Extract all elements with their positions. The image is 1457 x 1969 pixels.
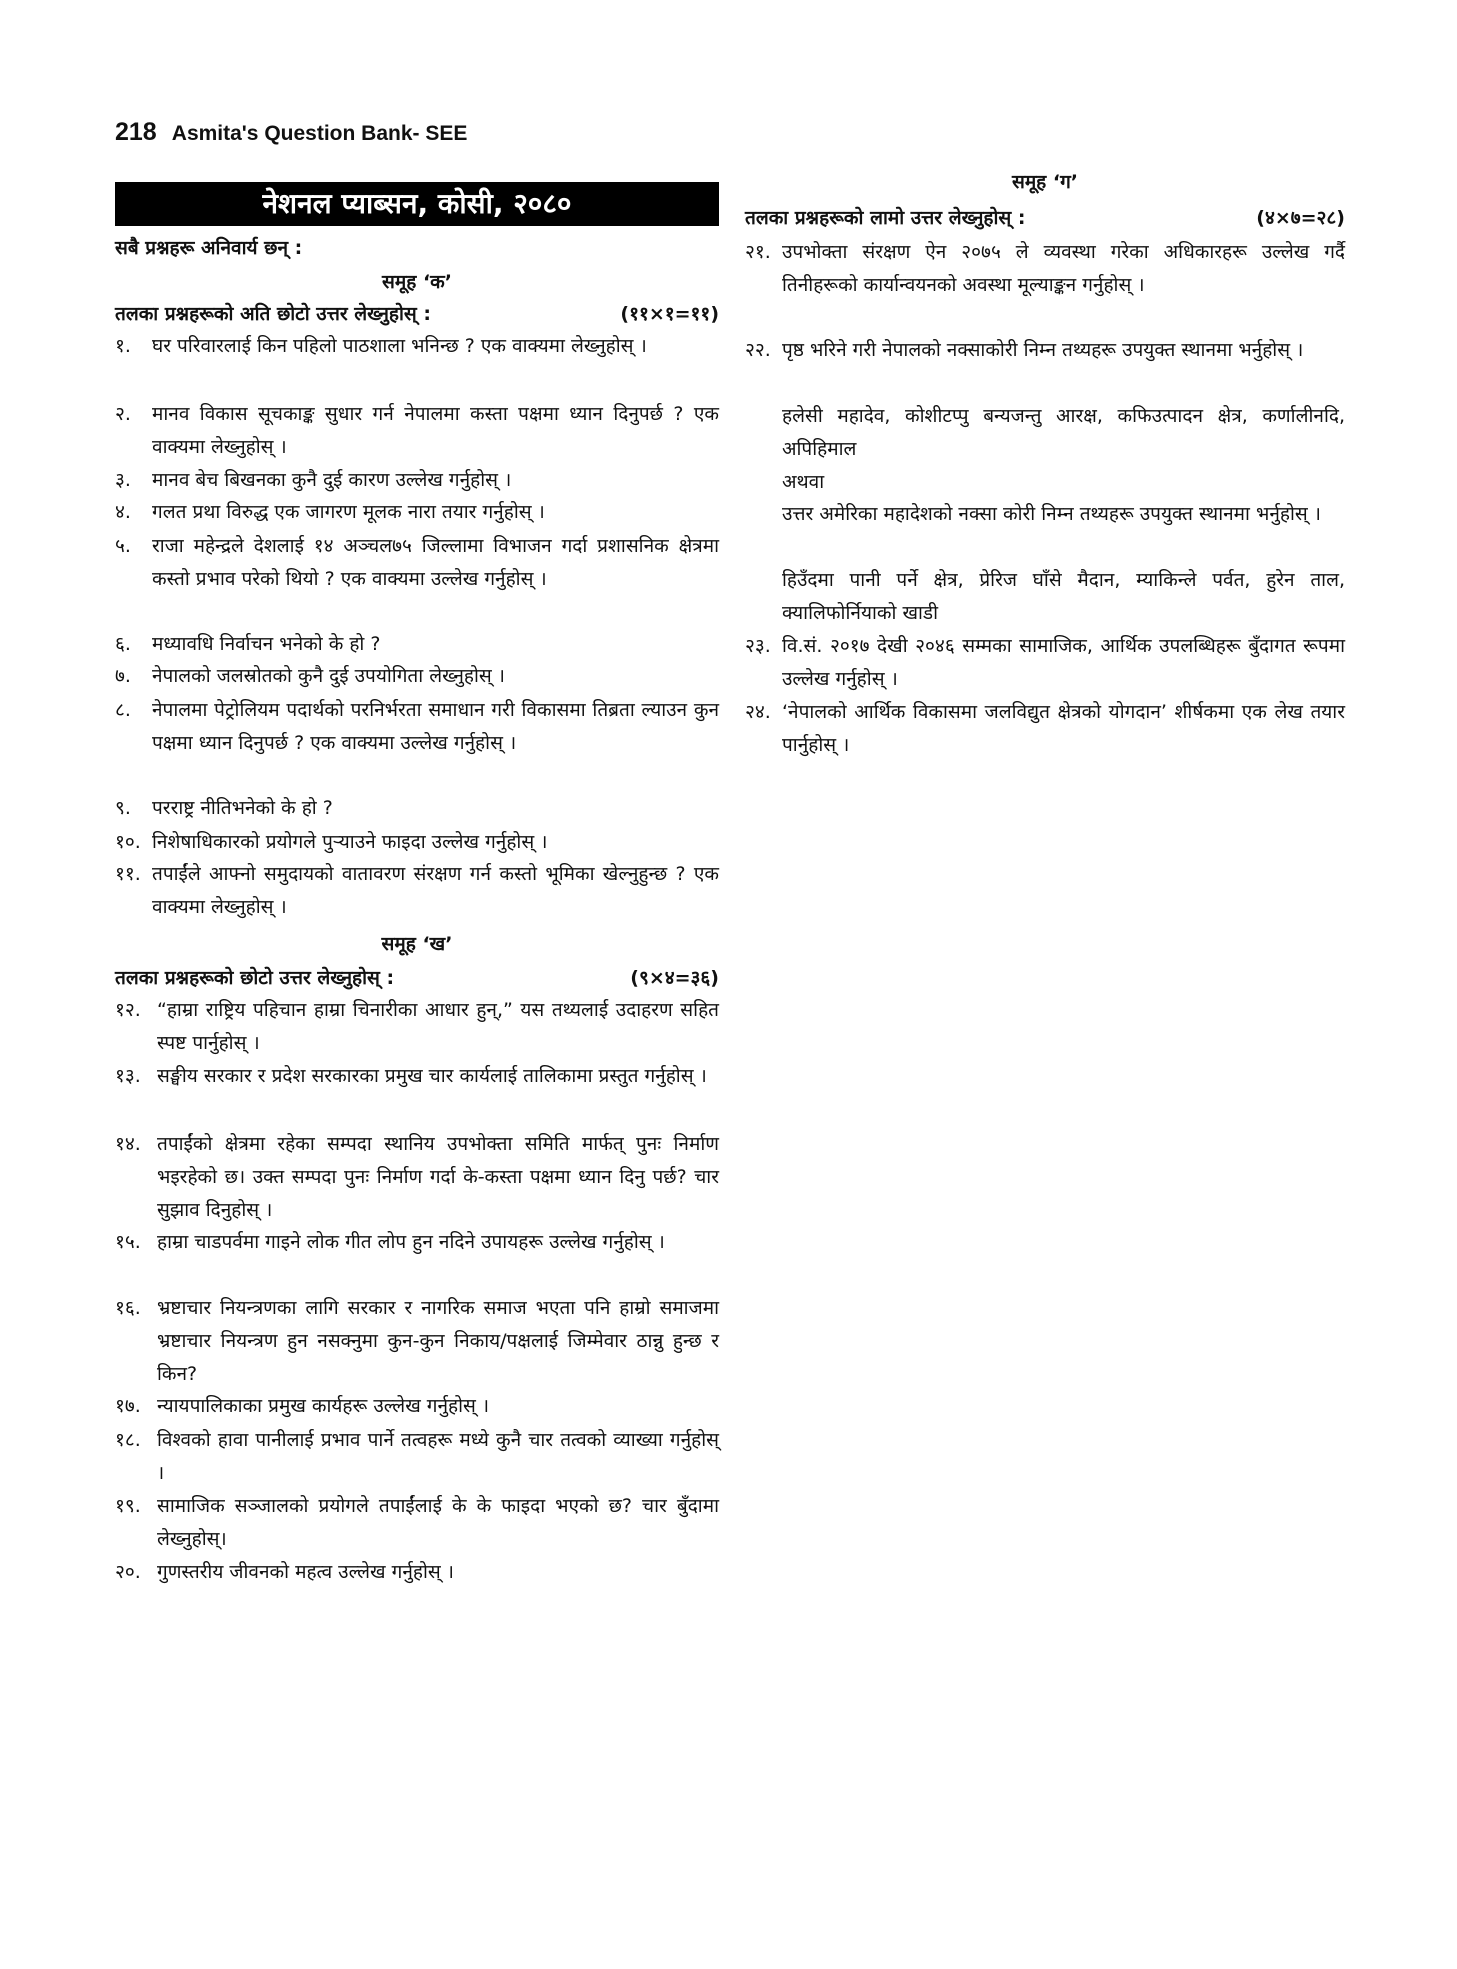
question-number: २४. [745,701,771,723]
or-separator: अथवा [782,471,825,493]
exam-title: नेशनल प्याब्सन, कोसी, २०८० [115,182,719,226]
question-24 [745,696,1345,762]
question-20 [115,1556,719,1589]
all-compulsory-note: सबै प्रश्नहरू अनिवार्य छन् : [115,237,303,259]
question-number: १२. [115,999,141,1021]
question-10 [115,826,719,859]
question-text: ‘नेपालको आर्थिक विकासमा जलविद्युत क्षेत्रको योगदान’ शीर्षकमा एक लेख तयार पार्नुहोस् । [782,701,1345,756]
question-22 [745,334,1345,367]
question-number: २३. [745,635,771,657]
question-number: ७. [115,665,131,687]
book-title: Asmita's Question Bank- SEE [171,122,468,145]
question-number: ८. [115,699,131,721]
question-17 [115,1390,719,1423]
question-number: २२. [745,339,771,361]
alt-question-text: उत्तर अमेरिका महादेशको नक्सा कोरी निम्न तथ्यहरू उपयुक्त स्थानमा भर्नुहोस् । [782,503,1321,525]
question-text: तपाईंको क्षेत्रमा रहेका सम्पदा स्थानिय उपभोक्ता समिति मार्फत् पुनः निर्माण भइरहेको छ। उक्त सम्पदा पुनः निर्माण गर्दा के-कस्ता पक्षमा ध्यान दिनु पर्छ? चार सुझाव दिनुहोस् । [157,1133,719,1221]
question-number: १५. [115,1231,141,1253]
question-text: परराष्ट्र नीतिभनेको के हो ? [152,797,333,819]
question-18 [115,1424,719,1490]
question-text: राजा महेन्द्रले देशलाई १४ अञ्चल७५ जिल्लामा विभाजन गर्दा प्रशासनिक क्षेत्रमा कस्तो प्रभाव परेको थियो ? एक वाक्यमा उल्लेख गर्नुहोस् । [152,535,719,590]
question-text: गलत प्रथा विरुद्ध एक जागरण मूलक नारा तयार गर्नुहोस् । [152,501,545,523]
question-text: तपाईंले आफ्नो समुदायको वातावरण संरक्षण गर्न कस्तो भूमिका खेल्नुहुन्छ ? एक वाक्यमा लेख्नुहोस् । [152,863,719,918]
question-text: नेपालको जलस्रोतको कुनै दुई उपयोगिता लेख्नुहोस् । [152,665,505,687]
group-a-marks: (११×१=११) [620,303,719,325]
question-number: ११. [115,863,141,885]
group-b-marks: (९×४=३६) [630,967,719,989]
group-b-instruction: तलका प्रश्नहरूको छोटो उत्तर लेख्नुहोस् : [115,967,395,989]
question-number: ३. [115,469,131,491]
question-number: ४. [115,501,131,523]
question-text: निशेषाधिकारको प्रयोगले पुऱ्याउने फाइदा उल्लेख गर्नुहोस् । [152,831,548,853]
group-a-heading: समूह ‘क’ [382,271,452,293]
group-c-instruction-row [745,204,1345,230]
question-text: “हाम्रा राष्ट्रिय पहिचान हाम्रा चिनारीका आधार हुन्,” यस तथ्यलाई उदाहरण सहित स्पष्ट पार्नुहोस् । [157,999,719,1054]
question-number: १८. [115,1429,141,1451]
question-16 [115,1292,719,1391]
question-text: सङ्घीय सरकार र प्रदेश सरकारका प्रमुख चार कार्यलाई तालिकामा प्रस्तुत गर्नुहोस् । [157,1065,707,1087]
question-number: ९. [115,797,131,819]
question-11 [115,858,719,924]
nepal-map-facts: हलेसी महादेव, कोशीटप्पु बन्यजन्तु आरक्ष, कफिउत्पादन क्षेत्र, कर्णालीनदि, अपिहिमाल [782,405,1345,460]
question-text: भ्रष्टाचार नियन्त्रणका लागि सरकार र नागरिक समाज भएता पनि हाम्रो समाजमा भ्रष्टाचार नियन्त्रण हुन नसक्नुमा कुन-कुन निकाय/पक्षलाई जिम्मेवार ठान्नु हुन्छ र किन? [157,1297,719,1385]
question-6 [115,628,719,661]
group-c-instruction: तलका प्रश्नहरूको लामो उत्तर लेख्नुहोस् : [745,207,1026,229]
group-c-heading: समूह ‘ग’ [1011,171,1079,193]
question-4 [115,496,719,529]
question-number: १४. [115,1133,141,1155]
question-19 [115,1490,719,1556]
question-text: मध्यावधि निर्वाचन भनेको के हो ? [152,633,381,655]
question-number: १०. [115,831,141,853]
question-number: १७. [115,1395,141,1417]
page-number: 218 [115,118,157,146]
question-text: नेपालमा पेट्रोलियम पदार्थको परनिर्भरता समाधान गरी विकासमा तिब्रता ल्याउन कुन पक्षमा ध्यान दिनुपर्छ ? एक वाक्यमा उल्लेख गर्नुहोस् । [152,699,719,754]
question-2 [115,398,719,464]
question-number: ५. [115,535,131,557]
question-14 [115,1128,719,1227]
question-7 [115,660,719,693]
north-america-map-facts: हिउँदमा पानी पर्ने क्षेत्र, प्रेरिज घाँसे मैदान, म्याकिन्ले पर्वत, हुरेन ताल, क्यालिफोर्नियाको खाडी [782,569,1345,624]
group-b-instruction-row [115,964,719,990]
question-number: ६. [115,633,131,655]
page-header [115,118,467,147]
question-13 [115,1060,719,1093]
question-number: १९. [115,1495,141,1517]
question-text: सामाजिक सञ्जालको प्रयोगले तपाईंलाई के के फाइदा भएको छ? चार बुँदामा लेख्नुहोस्। [157,1495,719,1550]
question-text: घर परिवारलाई किन पहिलो पाठशाला भनिन्छ ? एक वाक्यमा लेख्नुहोस् । [152,335,647,357]
question-text: हाम्रा चाडपर्वमा गाइने लोक गीत लोप हुन नदिने उपायहरू उल्लेख गर्नुहोस् । [157,1231,665,1253]
question-23 [745,630,1345,696]
question-text: न्यायपालिकाका प्रमुख कार्यहरू उल्लेख गर्नुहोस् । [157,1395,490,1417]
question-5 [115,530,719,596]
question-15 [115,1226,719,1259]
question-text: पृष्ठ भरिने गरी नेपालको नक्साकोरी निम्न तथ्यहरू उपयुक्त स्थानमा भर्नुहोस् । [782,339,1304,361]
group-a-instruction-row [115,300,719,326]
question-number: २१. [745,241,771,263]
group-b-heading: समूह ‘ख’ [381,933,453,955]
question-12 [115,994,719,1060]
question-number: १३. [115,1065,141,1087]
group-a-instruction: तलका प्रश्नहरूको अति छोटो उत्तर लेख्नुहोस् : [115,303,431,325]
question-9 [115,792,719,825]
question-number: २. [115,403,131,425]
question-text: मानव विकास सूचकाङ्क सुधार गर्न नेपालमा कस्ता पक्षमा ध्यान दिनुपर्छ ? एक वाक्यमा लेख्नुहोस् । [152,403,719,458]
question-text: गुणस्तरीय जीवनको महत्व उल्लेख गर्नुहोस् । [157,1561,454,1583]
question-8 [115,694,719,760]
question-number: १६. [115,1297,141,1319]
question-21 [745,236,1345,302]
question-1 [115,330,719,363]
question-number: १. [115,335,131,357]
question-text: विश्वको हावा पानीलाई प्रभाव पार्ने तत्वहरू मध्ये कुनै चार तत्वको व्याख्या गर्नुहोस् । [157,1429,719,1484]
group-c-marks: (४×७=२८) [1256,207,1345,229]
question-text: वि.सं. २०१७ देखी २०४६ सम्मका सामाजिक, आर्थिक उपलब्धिहरू बुँदागत रूपमा उल्लेख गर्नुहोस् । [782,635,1345,690]
question-text: मानव बेच बिखनका कुनै दुई कारण उल्लेख गर्नुहोस् । [152,469,512,491]
question-3 [115,464,719,497]
question-number: २०. [115,1561,141,1583]
question-text: उपभोक्ता संरक्षण ऐन २०७५ ले व्यवस्था गरेका अधिकारहरू उल्लेख गर्दै तिनीहरूको कार्यान्वयनको अवस्था मूल्याङ्कन गर्नुहोस् । [782,241,1345,296]
